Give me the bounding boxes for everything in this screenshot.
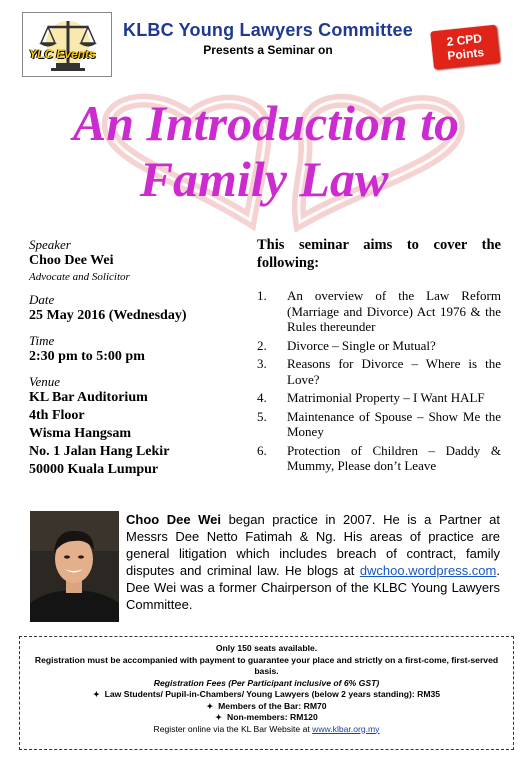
seminar-aims: [257, 236, 501, 477]
fees-heading: Registration Fees (Per Participant inclusive of 6% GST): [153, 677, 380, 688]
org-title: KLBC Young Lawyers Committee: [123, 20, 413, 40]
venue-line: No. 1 Jalan Hang Lekir: [29, 444, 170, 459]
aims-heading-cont: following:: [257, 255, 320, 271]
item-text: Divorce – Single or Mutual?: [287, 337, 436, 353]
venue-line: 50000 Kuala Lumpur: [29, 462, 159, 477]
venue-line: Wisma Hangsam: [29, 426, 132, 441]
item-number: 2.: [257, 337, 267, 353]
bio-text: began practice in 2007. He is a Partner at Messrs Dee Netto Fatimah & Ng. His areas of practice are general litigation which includes breach of contract, family disputes and criminal law. He blogs at: [126, 512, 500, 578]
item-number: 5.: [257, 408, 267, 424]
speaker-label: Speaker: [29, 237, 71, 252]
org-subtitle: Presents a Seminar on: [203, 43, 333, 57]
list-item: [257, 356, 501, 387]
register-online-text: Register online via the KL Bar Website at: [153, 723, 313, 734]
ylc-events-logo: [22, 12, 112, 77]
time-value: 2:30 pm to 5:00 pm: [29, 349, 145, 364]
item-text: Protection of Children – Daddy & Mummy, Please don’t Leave: [287, 442, 501, 473]
cpd-points-badge: [430, 25, 500, 70]
register-online-line: [20, 724, 513, 736]
fee-item-nonmembers: ✦ Non-members: RM120: [20, 712, 513, 724]
blog-link[interactable]: dwchoo.wordpress.com: [359, 563, 497, 578]
item-text: An overview of the Law Reform (Marriage and Divorce) Act 1976 & the Rules thereunder: [287, 288, 501, 334]
registration-box: [19, 636, 514, 750]
speaker-photo: [30, 511, 119, 622]
fee-item-members: ✦ Members of the Bar: RM70: [20, 701, 513, 713]
time-label: Time: [29, 333, 55, 348]
list-item: [257, 409, 501, 440]
item-number: 6.: [257, 442, 267, 458]
venue-line: 4th Floor: [29, 408, 85, 423]
venue-label: Venue: [29, 374, 61, 389]
logo-scales-icon: [23, 13, 112, 77]
item-number: 4.: [257, 390, 267, 405]
item-text: Matrimonial Property – I Want HALF: [287, 390, 485, 405]
bio-name: Choo Dee Wei: [126, 512, 222, 527]
item-text: Maintenance of Spouse – Show Me the Money: [287, 408, 501, 439]
item-text: Reasons for Divorce – Where is the Love?: [287, 356, 501, 387]
cpd-badge-line2: Points: [446, 45, 485, 63]
cpd-badge-line1: 2 CPD: [445, 31, 483, 49]
speaker-role: Advocate and Solicitor: [29, 271, 130, 283]
list-item: [257, 288, 501, 335]
payment-note: Registration must be accompanied with payment to guarantee your place and strictly on a first-come, first-served basis.: [34, 654, 499, 676]
speaker-name: Choo Dee Wei: [29, 253, 114, 268]
speaker-portrait-icon: [30, 511, 119, 622]
event-info: [29, 237, 249, 479]
klbar-website-link[interactable]: www.klbar.org.my: [312, 723, 380, 734]
venue-line: KL Bar Auditorium: [29, 390, 148, 405]
date-value: 25 May 2016 (Wednesday): [29, 308, 187, 323]
aims-list: [257, 288, 501, 474]
speaker-bio: [126, 511, 500, 613]
list-item: [257, 338, 501, 354]
fee-item-students: ✦ Law Students/ Pupil-in-Chambers/ Young Lawyers (below 2 years standing): RM35: [20, 689, 513, 701]
seminar-title-line1: An Introduction to: [72, 95, 460, 151]
seats-note: Only 150 seats available.: [215, 643, 318, 653]
item-number: 1.: [257, 288, 267, 303]
date-label: Date: [29, 292, 55, 307]
seminar-title-line2: Family Law: [139, 151, 389, 207]
list-item: [257, 390, 501, 406]
list-item: [257, 443, 501, 474]
item-number: 3.: [257, 356, 267, 371]
aims-heading: This seminar aims to cover the: [257, 237, 501, 253]
bio-text-cont: . Dee Wei was a former Chairperson of the KLBC Young Lawyers Committee.: [126, 563, 500, 612]
logo-text: YLC Events: [29, 47, 96, 61]
